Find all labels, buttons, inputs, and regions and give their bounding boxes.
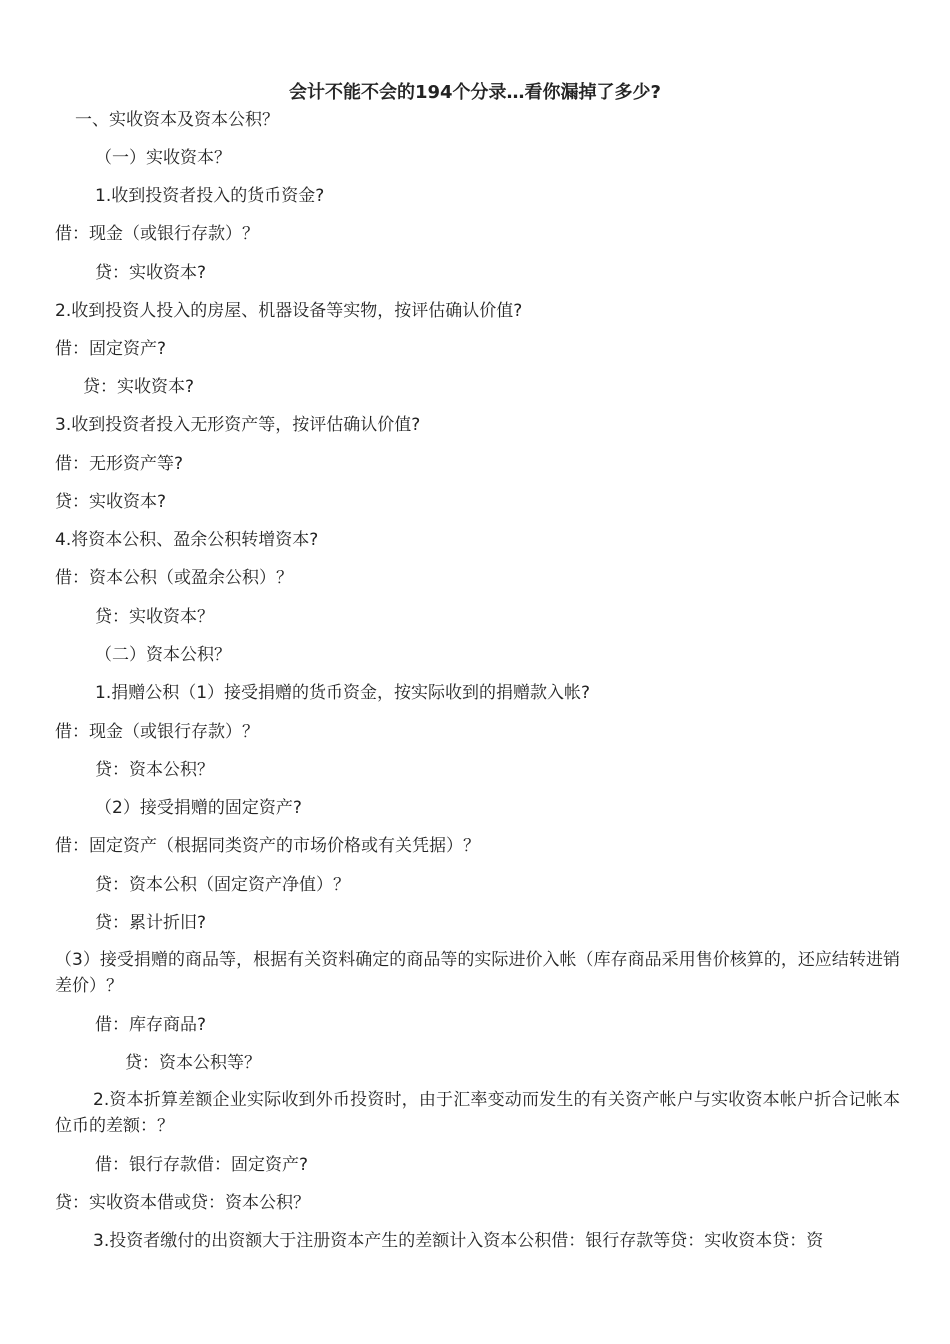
entry-item: 1.捐赠公积（1）接受捐赠的货币资金，按实际收到的捐赠款入帐? (95, 683, 591, 703)
section-heading: 一、实收资本及资本公积？ (75, 110, 279, 130)
credit-line: 贷：实收资本？ (95, 607, 214, 627)
entry-item: 4.将资本公积、盈余公积转增资本? (55, 530, 319, 550)
debit-line: 借：无形资产等? (55, 454, 184, 474)
subsection-heading: （二）资本公积？ (95, 645, 231, 665)
entry-item: 2.收到投资人投入的房屋、机器设备等实物，按评估确认价值? (55, 301, 523, 321)
debit-line: 借：固定资产? (55, 339, 167, 359)
credit-line: 贷：实收资本借或贷：资本公积？ (55, 1193, 310, 1213)
page-title: 会计不能不会的194个分录…看你漏掉了多少? (288, 82, 661, 103)
debit-line: 借：银行存款借：固定资产? (95, 1155, 309, 1175)
credit-line: 贷：资本公积（固定资产净值）？ (95, 875, 350, 895)
debit-line: 借：资本公积（或盈余公积）？ (55, 568, 293, 588)
debit-line: 借：固定资产（根据同类资产的市场价格或有关凭据）？ (55, 836, 480, 856)
entry-item: 3.收到投资者投入无形资产等，按评估确认价值? (55, 415, 421, 435)
entry-item: 2.资本折算差额企业实际收到外币投资时，由于汇率变动而发生的有关资产帐户与实收资本帐户折合记帐本位币的差额：？ (55, 1090, 900, 1136)
credit-line: 贷：资本公积？ (95, 760, 214, 780)
subsection-heading: （一）实收资本？ (95, 148, 231, 168)
debit-line: 借：现金（或银行存款）？ (55, 722, 259, 742)
credit-line: 贷：资本公积等？ (125, 1053, 261, 1073)
entry-item: （3）接受捐赠的商品等，根据有关资料确定的商品等的实际进价入帐（库存商品采用售价核算的，还应结转进销差价）？ (55, 950, 900, 996)
debit-line: 借：现金（或银行存款）？ (55, 224, 259, 244)
credit-line: 贷：实收资本? (83, 377, 195, 397)
credit-line: 贷：实收资本? (55, 492, 167, 512)
entry-item: 3.投资者缴付的出资额大于注册资本产生的差额计入资本公积借：银行存款等贷：实收资本贷：资 (93, 1231, 824, 1251)
debit-line: 借：库存商品? (95, 1015, 207, 1035)
entry-item: （2）接受捐赠的固定资产? (95, 798, 302, 818)
credit-line: 贷：累计折旧? (95, 913, 207, 933)
credit-line: 贷：实收资本? (95, 263, 207, 283)
entry-item: 1.收到投资者投入的货币资金? (95, 186, 325, 206)
